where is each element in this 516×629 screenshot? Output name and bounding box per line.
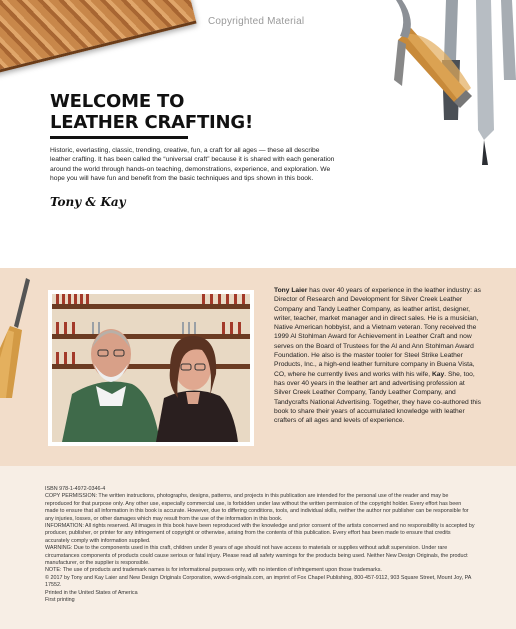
copy-permission: COPY PERMISSION: The written instructions, photographs, designs, patterns, and projects in this publication are intended for the personal use of the reader and may be reproduced for that purpose only. Any other use, especially commercial use, is forbidden under law without the written permission of the copyright holder. Every effort has been made to ensure that all information in this book is accurate. However, due to differing conditions, tools, and individual skills, neither the author nor publisher can be responsible for any injuries, losses, or other damages which may result from the use of the information in this book. xyxy=(45,493,469,522)
bio-text-part-2: . She, too, has over 40 years in the leather art and advertising profession at Silver Creek Leather Company, Tandy Leather Company, and Tandycrafts National Advertising. Together, they have co-authored this book to share their years of accumulated knowledge with leather crafters of all ages and levels of experience. xyxy=(274,370,481,425)
author-bio-text xyxy=(274,286,482,425)
trademark-note: NOTE: The use of products and trademark names is for informational purposes only, with no intention of infringement upon those trademarks. xyxy=(45,567,382,574)
page-title xyxy=(50,91,350,133)
author-photo-frame xyxy=(48,290,254,446)
author-signature: Tony & Kay xyxy=(50,195,126,209)
warning-notice: WARNING: Due to the components used in this craft, children under 8 years of age should not have access to materials or supplies without adult supervision. Under rare circumstances components of products could cause serious or fatal injury. Please read all safety warnings for the products being used. Neither New Design Originals, the product manufacturer, or the supplier is responsible. xyxy=(45,545,468,567)
copyright-line: © 2017 by Tony and Kay Laier and New Design Originals Corporation, www.d-originals.com, an imprint of Fox Chapel Publishing, 800-457-9112, 903 Square Street, Mount Joy, PA 17552. xyxy=(45,574,472,589)
intro-paragraph: Historic, everlasting, classic, trending, creative, fun, a craft for all ages — these all describe leather crafting. It has been called the “universal craft” because it is shared with each generation around the world through hands-on teaching, demonstrations, experience, and exploration. We hope you will have fun and benefit from the basic techniques and tips shown in this book. xyxy=(50,147,335,182)
copyright-watermark: Copyrighted Material xyxy=(208,16,305,27)
copyright-section xyxy=(0,466,516,629)
bio-text-part-1: has over 40 years of experience in the leather industry: as Director of Research and Development for Silver Creek Leather Company and Tandy Leather Company, as leather artist, designer, writer, teacher, market manager and in direct sales. He is a musician, Native American hobbyist, and a Vietnam veteran. Tony received the 1999 Al Stohlman Award for Achievement in Leather Craft and now serves on the Board of Trustees for the Al and Ann Stohlman Award Foundation. He also is the master tooler for Steel Strike Leather Products, Inc., a high-end leather furniture company in Buena Vista, CO, where he currently lives and works with his wife, xyxy=(274,287,481,378)
awl-tool-image xyxy=(0,278,36,398)
printed-line: Printed in the United States of America xyxy=(45,589,138,596)
title-line-2: LEATHER CRAFTING! xyxy=(50,112,253,133)
welcome-section xyxy=(0,0,516,268)
title-line-1: WELCOME TO xyxy=(50,91,185,112)
legal-text xyxy=(45,486,475,605)
first-printing-line: First printing xyxy=(45,597,75,604)
author-photo xyxy=(52,294,250,442)
author-name-tony: Tony Laier xyxy=(274,287,308,294)
information-notice: INFORMATION: All rights reserved. All images in this book have been reproduced with the knowledge and prior consent of the artists concerned and no responsibility is accepted by producer, publisher, or printer for any infringement of copyright or otherwise, arising from the contents of this publication. Every effort has been made to ensure that credits accurately comply with information supplied. xyxy=(45,523,475,544)
isbn-line: ISBN 978-1-4972-0346-4 xyxy=(45,486,106,492)
tooled-leather-image xyxy=(0,0,197,74)
author-name-kay: Kay xyxy=(431,370,445,378)
author-bio-section xyxy=(0,268,516,466)
title-underline xyxy=(50,136,188,139)
